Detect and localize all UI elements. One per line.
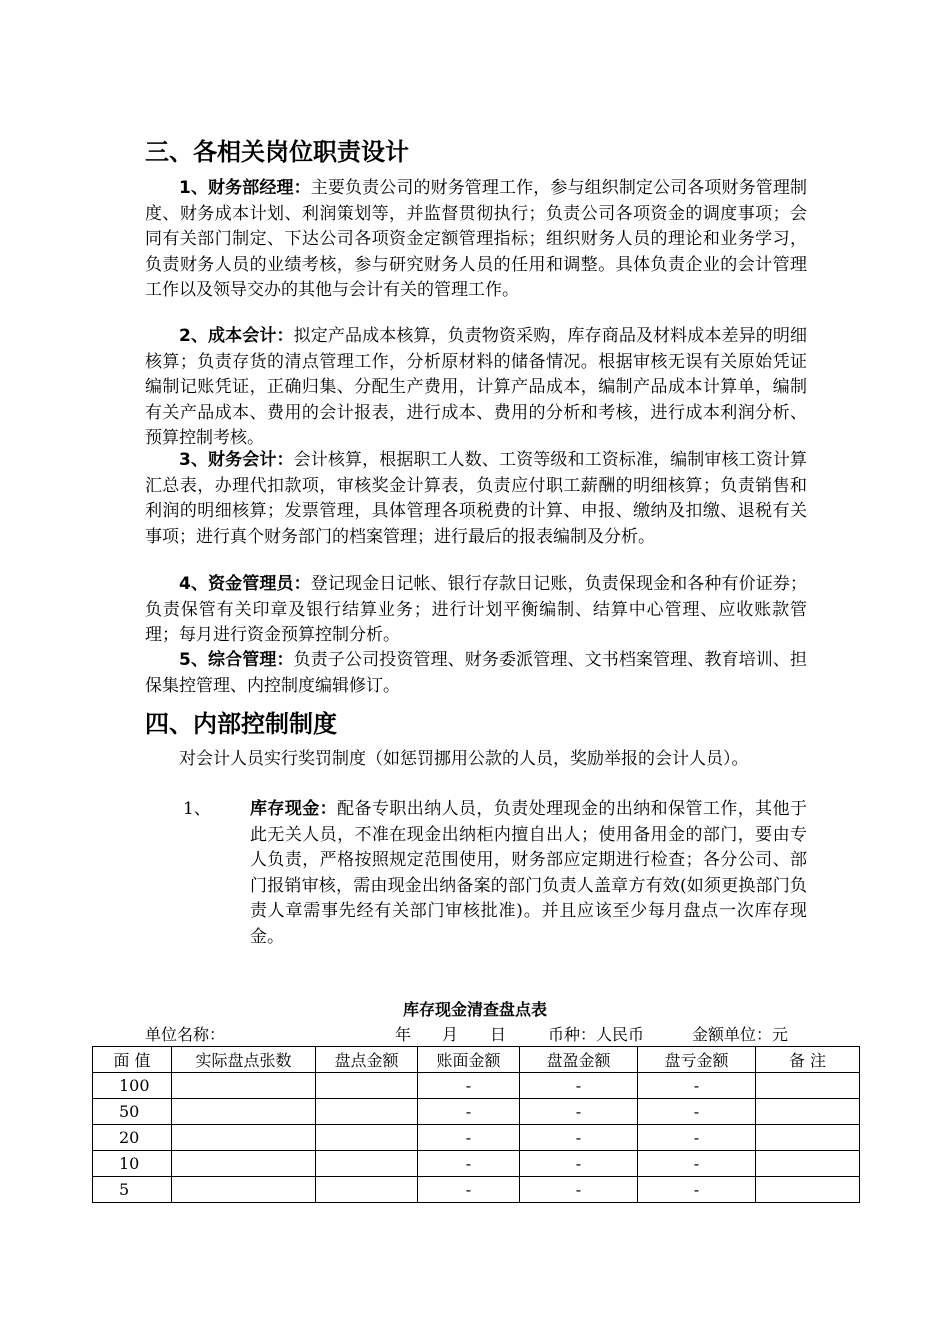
denomination-cell: 50: [93, 1099, 172, 1125]
duty-paragraph-1: [145, 176, 807, 304]
amount-unit-label: 金额单位：元: [692, 1025, 789, 1044]
remarks-cell[interactable]: [756, 1177, 860, 1203]
denomination-cell: 10: [93, 1151, 172, 1177]
duty-text-4: 登记现金日记帐、银行存款日记账，负责保现金和各种有价证券；负责保管有关印章及银行结算业务；进行计划平衡编制、结算中心管理、应收账款管理；每月进行资金预算控制分析。: [145, 574, 807, 645]
table-row: [93, 1099, 860, 1125]
count-amount-cell[interactable]: [316, 1151, 418, 1177]
section3-title: 三、各相关岗位职责设计: [145, 138, 409, 166]
count-amount-cell[interactable]: [316, 1099, 418, 1125]
book-amount-cell: -: [418, 1177, 520, 1203]
duty-text-5: 负责子公司投资管理、财务委派管理、文书档案管理、教育培训、担保集控管理、内控制度编辑修订。: [145, 650, 807, 696]
surplus-amount-cell: -: [520, 1177, 638, 1203]
remarks-cell[interactable]: [756, 1125, 860, 1151]
date-month: 月: [442, 1025, 459, 1044]
surplus-amount-cell: -: [520, 1125, 638, 1151]
section4-title: 四、内部控制制度: [145, 710, 337, 738]
deficit-amount-cell: -: [638, 1151, 756, 1177]
header-book-amount: 账面金额: [418, 1047, 520, 1073]
table-row: [93, 1151, 860, 1177]
book-amount-cell: -: [418, 1073, 520, 1099]
remarks-cell[interactable]: [756, 1099, 860, 1125]
duty-label-2: 2、成本会计：: [179, 326, 294, 346]
deficit-amount-cell: -: [638, 1073, 756, 1099]
cash-item-label: 库存现金：: [250, 799, 338, 819]
remarks-cell[interactable]: [756, 1073, 860, 1099]
header-actual-count: 实际盘点张数: [172, 1047, 316, 1073]
header-count-amount: 盘点金额: [316, 1047, 418, 1073]
duty-text-2: 拟定产品成本核算，负责物资采购，库存商品及材料成本差异的明细核算；负责存货的清点管理工作，分析原材料的储备情况。根据审核无误有关原始凭证编制记账凭证，正确归集、分配生产费用，计算产品成本，编制产品成本计算单，编制有关产品成本、费用的会计报表，进行成本、费用的分析和考核，进行成本利润分析、预算控制考核。: [145, 326, 807, 448]
header-remarks: 备 注: [756, 1047, 860, 1073]
denomination-cell: 20: [93, 1125, 172, 1151]
duty-text-1: 主要负责公司的财务管理工作，参与组织制定公司各项财务管理制度、财务成本计划、利润策划等，并监督贯彻执行；负责公司各项资金的调度事项；会同有关部门制定、下达公司各项资金定额管理指标；组织财务人员的理论和业务学习，负责财务人员的业绩考核，参与研究财务人员的任用和调整。具体负责企业的会计管理工作以及领导交办的其他与会计有关的管理工作。: [145, 178, 807, 300]
denomination-cell: 5: [93, 1177, 172, 1203]
book-amount-cell: -: [418, 1125, 520, 1151]
surplus-amount-cell: -: [520, 1151, 638, 1177]
count-amount-cell[interactable]: [316, 1125, 418, 1151]
count-amount-cell[interactable]: [316, 1073, 418, 1099]
cash-item-number: 1、: [183, 799, 211, 819]
header-deficit-amount: 盘亏金额: [638, 1047, 756, 1073]
table-title: 库存现金清查盘点表: [402, 1000, 547, 1019]
duty-label-1: 1、财务部经理：: [179, 178, 311, 198]
date-day: 日: [490, 1025, 507, 1044]
unit-name-label: 单位名称：: [145, 1025, 226, 1044]
actual-count-cell[interactable]: [172, 1073, 316, 1099]
actual-count-cell[interactable]: [172, 1125, 316, 1151]
actual-count-cell[interactable]: [172, 1177, 316, 1203]
actual-count-cell[interactable]: [172, 1099, 316, 1125]
denomination-cell: 100: [93, 1073, 172, 1099]
cash-item-paragraph: [250, 797, 807, 950]
duty-paragraph-5: [145, 648, 807, 699]
duty-paragraph-4: [145, 572, 807, 649]
duty-label-3: 3、财务会计：: [179, 450, 294, 470]
book-amount-cell: -: [418, 1099, 520, 1125]
header-denomination: 面 值: [93, 1047, 172, 1073]
duty-text-3: 会计核算，根据职工人数、工资等级和工资标准，编制审核工资计算汇总表，办理代扣款项，审核奖金计算表，负责应付职工薪酬的明细核算；负责销售和利润的明细核算；发票管理，具体管理各项税费的计算、申报、缴纳及扣缴、退税有关事项；进行真个财务部门的档案管理；进行最后的报表编制及分析。: [145, 450, 807, 547]
table-row: [93, 1125, 860, 1151]
surplus-amount-cell: -: [520, 1073, 638, 1099]
section4-intro: 对会计人员实行奖罚制度（如惩罚挪用公款的人员，奖励举报的会计人员）。: [179, 749, 749, 769]
deficit-amount-cell: -: [638, 1099, 756, 1125]
header-surplus-amount: 盘盈金额: [520, 1047, 638, 1073]
currency-label: 币种：人民币: [548, 1025, 645, 1044]
surplus-amount-cell: -: [520, 1099, 638, 1125]
table-header-row: [93, 1047, 860, 1073]
count-amount-cell[interactable]: [316, 1177, 418, 1203]
duty-paragraph-3: [145, 448, 807, 550]
deficit-amount-cell: -: [638, 1177, 756, 1203]
table-row: [93, 1073, 860, 1099]
duty-label-4: 4、资金管理员：: [179, 574, 311, 594]
actual-count-cell[interactable]: [172, 1151, 316, 1177]
table-row: [93, 1177, 860, 1203]
book-amount-cell: -: [418, 1151, 520, 1177]
deficit-amount-cell: -: [638, 1125, 756, 1151]
date-year: 年: [395, 1025, 412, 1044]
duty-label-5: 5、综合管理：: [179, 650, 294, 670]
remarks-cell[interactable]: [756, 1151, 860, 1177]
cash-count-table: [92, 1046, 860, 1203]
duty-paragraph-2: [145, 324, 807, 452]
cash-item-text: 配备专职出纳人员，负责处理现金的出纳和保管工作，其他于此无关人员，不准在现金出纳柜内擅自出人；使用备用金的部门，要由专人负责，严格按照规定范围使用，财务部应定期进行检查；各分公司、部门报销审核，需由现金出纳备案的部门负责人盖章方有效(如须更换部门负责人章需事先经有关部门审核批准)。并且应该至少每月盘点一次库存现金。: [250, 799, 808, 947]
